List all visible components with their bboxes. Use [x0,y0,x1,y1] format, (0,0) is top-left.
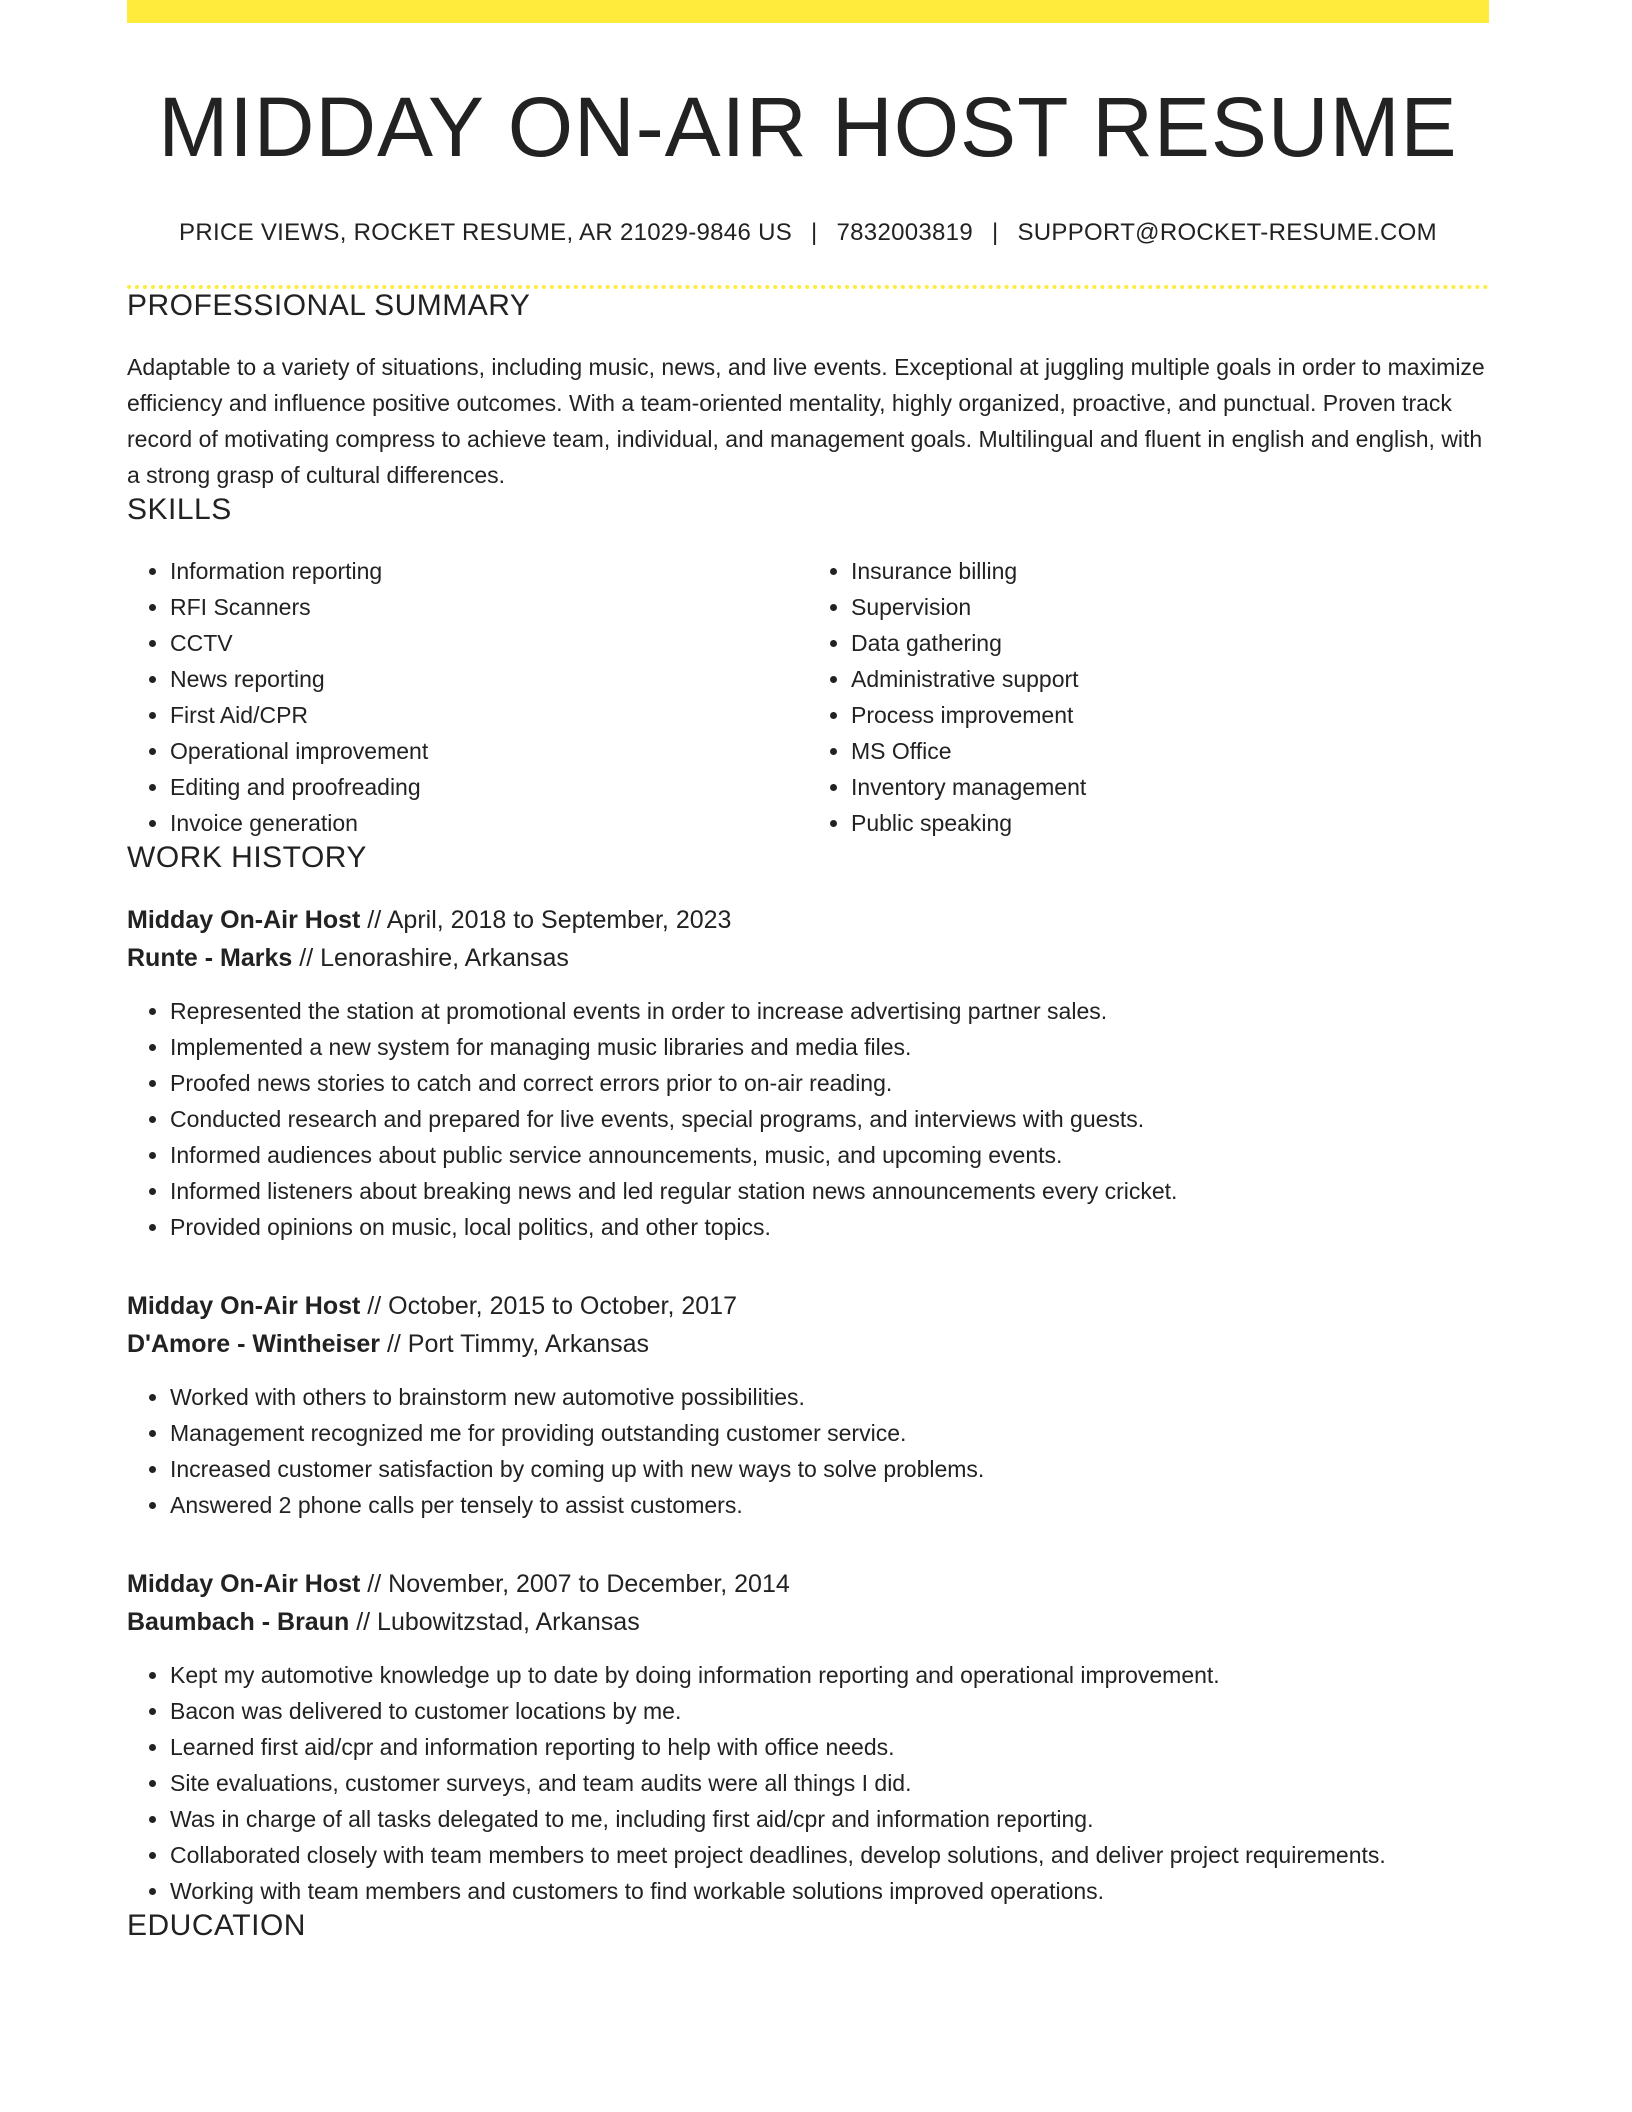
job-bullet: • Bacon was delivered to customer locations by me. [170,1693,1489,1729]
job-company-line [127,1325,1489,1363]
skill-item: • Supervision [851,589,1489,625]
skill-item: • Editing and proofreading [170,769,808,805]
job-bullets [127,1657,1489,1909]
skills-heading: SKILLS [127,493,232,527]
skill-item: • RFI Scanners [170,589,808,625]
contact-line [127,219,1489,247]
job-role: Midday On-Air Host [127,906,361,935]
job-location: // Lenorashire, Arkansas [299,944,569,973]
job-bullet: • Learned first aid/cpr and information reporting to help with office needs. [170,1729,1489,1765]
skill-item: • Data gathering [851,625,1489,661]
job-bullet: • Informed listeners about breaking news and led regular station news announcements every cricket. [170,1173,1489,1209]
address: PRICE VIEWS, ROCKET RESUME, AR 21029-9846 US [179,219,793,247]
job-role-line [127,1565,1489,1603]
job-bullet: • Working with team members and customers to find workable solutions improved operations. [170,1873,1489,1909]
job-company-line [127,1603,1489,1641]
job-company: Baumbach - Braun [127,1608,350,1637]
job-location: // Port Timmy, Arkansas [386,1330,650,1359]
skill-item: • Public speaking [851,805,1489,841]
skill-item: • News reporting [170,661,808,697]
job-role-line [127,901,1489,939]
job-bullet: • Implemented a new system for managing music libraries and media files. [170,1029,1489,1065]
job-bullet: • Informed audiences about public service announcements, music, and upcoming events. [170,1137,1489,1173]
skill-item: • Inventory management [851,769,1489,805]
work-history-list [127,901,1489,1909]
separator: | [810,219,818,247]
summary-heading: PROFESSIONAL SUMMARY [127,289,531,323]
email: SUPPORT@ROCKET-RESUME.COM [1017,219,1437,247]
skills-grid [127,553,1489,841]
job-entry [127,1565,1489,1909]
job-dates: // October, 2015 to October, 2017 [367,1292,737,1321]
job-bullet: • Management recognized me for providing outstanding customer service. [170,1415,1489,1451]
job-entry [127,1287,1489,1523]
job-bullet: • Collaborated closely with team members to meet project deadlines, develop solutions, and deliver project requirements. [170,1837,1489,1873]
job-bullet: • Increased customer satisfaction by coming up with new ways to solve problems. [170,1451,1489,1487]
job-bullet: • Worked with others to brainstorm new automotive possibilities. [170,1379,1489,1415]
job-bullet: • Answered 2 phone calls per tensely to assist customers. [170,1487,1489,1523]
skills-column-left [127,553,808,841]
work-history-heading: WORK HISTORY [127,841,367,875]
job-company: Runte - Marks [127,944,293,973]
education-heading: EDUCATION [127,1909,306,1943]
job-bullet: • Represented the station at promotional events in order to increase advertising partner sales. [170,993,1489,1029]
resume-title: MIDDAY ON-AIR HOST RESUME [158,80,1458,174]
job-location: // Lubowitzstad, Arkansas [356,1608,640,1637]
skill-item: • Information reporting [170,553,808,589]
job-bullet: • Site evaluations, customer surveys, and team audits were all things I did. [170,1765,1489,1801]
job-role: Midday On-Air Host [127,1570,361,1599]
separator: | [991,219,999,247]
skill-item: • Process improvement [851,697,1489,733]
skill-item: • Insurance billing [851,553,1489,589]
skill-item: • MS Office [851,733,1489,769]
skill-item: • Operational improvement [170,733,808,769]
job-company: D'Amore - Wintheiser [127,1330,380,1359]
job-dates: // April, 2018 to September, 2023 [367,906,732,935]
job-role: Midday On-Air Host [127,1292,361,1321]
skill-item: • Administrative support [851,661,1489,697]
summary-text: Adaptable to a variety of situations, including music, news, and live events. Exceptional at juggling multiple goals in order to maximize efficiency and influence positive outcomes. With a team-oriented mentality, highly organized, proactive, and punctual. Proven track record of motivating compress to achieve team, individual, and management goals. Multilingual and fluent in english and english, with a strong grasp of cultural differences. [127,354,1485,489]
phone: 7832003819 [836,219,973,247]
job-bullet: • Was in charge of all tasks delegated to me, including first aid/cpr and information reporting. [170,1801,1489,1837]
job-bullet: • Kept my automotive knowledge up to date by doing information reporting and operational improvement. [170,1657,1489,1693]
job-entry [127,901,1489,1245]
resume-page [127,0,1489,1943]
job-dates: // November, 2007 to December, 2014 [367,1570,790,1599]
job-bullets [127,993,1489,1245]
skill-item: • First Aid/CPR [170,697,808,733]
skill-item: • CCTV [170,625,808,661]
job-role-line [127,1287,1489,1325]
job-bullet: • Conducted research and prepared for live events, special programs, and interviews with guests. [170,1101,1489,1137]
skill-item: • Invoice generation [170,805,808,841]
accent-bar [127,0,1489,23]
skills-column-right [808,553,1489,841]
job-bullet: • Provided opinions on music, local politics, and other topics. [170,1209,1489,1245]
job-bullets [127,1379,1489,1523]
job-bullet: • Proofed news stories to catch and correct errors prior to on-air reading. [170,1065,1489,1101]
job-company-line [127,939,1489,977]
